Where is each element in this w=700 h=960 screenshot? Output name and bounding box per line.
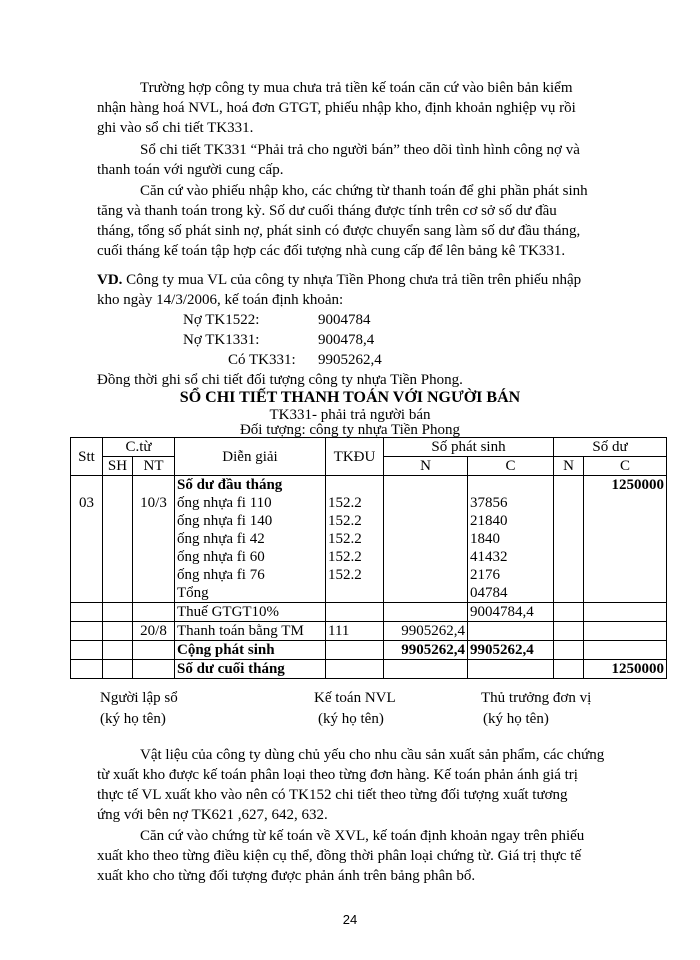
- cell-sh: [103, 566, 133, 584]
- cell-stt: [71, 603, 103, 622]
- signature-role: Kế toán NVL: [314, 690, 396, 706]
- cell-du-no: [554, 622, 584, 641]
- cell-tkdu: 152.2: [326, 566, 384, 584]
- header-so-du: Số dư: [554, 438, 667, 457]
- cell-phat-sinh-no: [384, 603, 468, 622]
- closing-line: từ xuất kho được kế toán phân loại theo từng đơn hàng. Kế toán phản ánh giá trị: [97, 767, 578, 783]
- ledger-table: [70, 437, 667, 679]
- cell-tkdu: 152.2: [326, 494, 384, 512]
- cell-du-co: 1250000: [584, 660, 667, 679]
- header-dc: C: [584, 457, 667, 476]
- cell-description: ống nhựa fi 110: [175, 494, 326, 512]
- entry-amount: 9905262,4: [318, 352, 382, 368]
- cell-description: Tổng: [175, 584, 326, 603]
- cell-nt: 20/8: [133, 622, 175, 641]
- cell-phat-sinh-no: [384, 548, 468, 566]
- cell-sh: [103, 512, 133, 530]
- cell-tkdu: 111: [326, 622, 384, 641]
- cell-stt: [71, 584, 103, 603]
- table-row: [71, 566, 667, 584]
- entry-account: Có TK331:: [228, 352, 296, 368]
- table-row: [71, 530, 667, 548]
- signature-role: Thủ trưởng đơn vị: [481, 690, 592, 706]
- cell-stt: [71, 622, 103, 641]
- cell-du-no: [554, 660, 584, 679]
- signature-sign: (ký họ tên): [100, 711, 166, 727]
- intro-line: cuối tháng kế toán tập hợp các đối tượng nhà cung cấp để lên bảng kê TK331.: [97, 243, 566, 259]
- cell-phat-sinh-co: 2176: [468, 566, 554, 584]
- cell-tkdu: 152.2: [326, 548, 384, 566]
- header-psn: N: [384, 457, 468, 476]
- cell-du-no: [554, 530, 584, 548]
- ledger-object: Đối tượng: công ty nhựa Tiền Phong: [239, 422, 461, 438]
- cell-du-co: [584, 622, 667, 641]
- cell-tkdu: [326, 476, 384, 495]
- cell-sh: [103, 660, 133, 679]
- table-row: [71, 660, 667, 679]
- cell-sh: [103, 494, 133, 512]
- cell-tkdu: [326, 641, 384, 660]
- table-row: [71, 476, 667, 495]
- ledger-subtitle: TK331- phải trả người bán: [269, 407, 431, 423]
- example-line: [97, 270, 581, 290]
- cell-du-co: 1250000: [584, 476, 667, 495]
- cell-phat-sinh-co: 21840: [468, 512, 554, 530]
- cell-sh: [103, 603, 133, 622]
- cell-tkdu: [326, 603, 384, 622]
- cell-du-co: [584, 548, 667, 566]
- example-label: VD.: [97, 272, 123, 288]
- table-row: [71, 584, 667, 603]
- ledger-title: SỔ CHI TIẾT THANH TOÁN VỚI NGƯỜI BÁN: [179, 389, 521, 406]
- table-row: [71, 641, 667, 660]
- intro-line: Trường hợp công ty mua chưa trả tiền kế toán căn cứ vào biên bản kiểm: [140, 80, 573, 96]
- cell-phat-sinh-no: [384, 476, 468, 495]
- cell-phat-sinh-no: 9905262,4: [384, 622, 468, 641]
- closing-line: Vật liệu của công ty dùng chủ yếu cho nhu cầu sản xuất sản phẩm, các chứng: [140, 747, 605, 763]
- cell-sh: [103, 476, 133, 495]
- cell-stt: [71, 641, 103, 660]
- entry-amount: 900478,4: [318, 332, 375, 348]
- header-psc: C: [468, 457, 554, 476]
- entry-account: Nợ TK1331:: [183, 332, 260, 348]
- cell-stt: [71, 476, 103, 495]
- cell-stt: [71, 566, 103, 584]
- cell-du-co: [584, 494, 667, 512]
- closing-line: xuất kho theo từng điều kiện cụ thể, đồng thời phân loại chứng từ. Giá trị thực tế: [97, 848, 582, 864]
- cell-phat-sinh-no: 9905262,4: [384, 641, 468, 660]
- cell-du-no: [554, 603, 584, 622]
- cell-phat-sinh-no: [384, 660, 468, 679]
- closing-line: xuất kho cho từng đối tượng được phản ánh trên bảng phân bổ.: [97, 868, 476, 884]
- cell-du-no: [554, 548, 584, 566]
- cell-description: Số dư đầu tháng: [175, 476, 326, 495]
- cell-phat-sinh-co: [468, 660, 554, 679]
- header-nt: NT: [133, 457, 175, 476]
- cell-stt: 03: [71, 494, 103, 512]
- example-text: Công ty mua VL của công ty nhựa Tiền Phong chưa trả tiền trên phiếu nhập: [126, 272, 582, 288]
- intro-line: tăng và thanh toán trong kỳ. Số dư cuối tháng được tính trên cơ sở số dư đầu: [97, 203, 557, 219]
- cell-nt: [133, 603, 175, 622]
- cell-tkdu: [326, 584, 384, 603]
- intro-line: thanh toán với người cung cấp.: [97, 162, 284, 178]
- cell-phat-sinh-co: 9905262,4: [468, 641, 554, 660]
- cell-phat-sinh-co: 37856: [468, 494, 554, 512]
- cell-du-no: [554, 476, 584, 495]
- cell-tkdu: 152.2: [326, 512, 384, 530]
- cell-description: ống nhựa fi 42: [175, 530, 326, 548]
- cell-stt: [71, 660, 103, 679]
- cell-phat-sinh-no: [384, 566, 468, 584]
- cell-nt: [133, 641, 175, 660]
- cell-du-no: [554, 494, 584, 512]
- intro-line: Căn cứ vào phiếu nhập kho, các chứng từ thanh toán để ghi phần phát sinh: [140, 183, 588, 199]
- header-so-phat-sinh: Số phát sinh: [384, 438, 554, 457]
- page-number: 24: [342, 912, 358, 927]
- cell-description: Cộng phát sinh: [175, 641, 326, 660]
- cell-nt: [133, 584, 175, 603]
- cell-du-co: [584, 512, 667, 530]
- intro-line: ghi vào sổ chi tiết TK331.: [97, 120, 254, 136]
- cell-sh: [103, 530, 133, 548]
- cell-phat-sinh-co: [468, 476, 554, 495]
- intro-line: tháng, tổng số phát sinh nợ, phát sinh có được chuyển sang làm số dư đầu tháng,: [97, 223, 581, 239]
- cell-phat-sinh-no: [384, 584, 468, 603]
- cell-phat-sinh-co: 9004784,4: [468, 603, 554, 622]
- cell-description: ống nhựa fi 76: [175, 566, 326, 584]
- table-row: [71, 548, 667, 566]
- cell-description: ống nhựa fi 60: [175, 548, 326, 566]
- cell-tkdu: [326, 660, 384, 679]
- cell-nt: [133, 530, 175, 548]
- header-stt: Stt: [71, 438, 103, 476]
- header-tkdu: TKĐU: [326, 438, 384, 476]
- cell-nt: [133, 476, 175, 495]
- entry-amount: 9004784: [318, 312, 371, 328]
- cell-du-co: [584, 566, 667, 584]
- entry-account: Nợ TK1522:: [183, 312, 260, 328]
- cell-sh: [103, 641, 133, 660]
- header-ctu: C.từ: [103, 438, 175, 457]
- cell-phat-sinh-co: 1840: [468, 530, 554, 548]
- cell-du-no: [554, 641, 584, 660]
- signature-sign: (ký họ tên): [483, 711, 549, 727]
- header-dien-giai: Diễn giải: [175, 438, 326, 476]
- cell-description: ống nhựa fi 140: [175, 512, 326, 530]
- header-sh: SH: [103, 457, 133, 476]
- header-dn: N: [554, 457, 584, 476]
- cell-nt: [133, 566, 175, 584]
- example-after: Đồng thời ghi sổ chi tiết đối tượng công ty nhựa Tiền Phong.: [97, 372, 463, 388]
- table-row: [71, 603, 667, 622]
- cell-tkdu: 152.2: [326, 530, 384, 548]
- cell-du-no: [554, 584, 584, 603]
- intro-line: Sổ chi tiết TK331 “Phải trả cho người bán” theo dõi tình hình công nợ và: [140, 142, 580, 158]
- table-row: [71, 512, 667, 530]
- cell-phat-sinh-no: [384, 512, 468, 530]
- cell-phat-sinh-co: 04784: [468, 584, 554, 603]
- cell-du-co: [584, 584, 667, 603]
- cell-description: Thuế GTGT10%: [175, 603, 326, 622]
- signature-role: Người lập sổ: [100, 690, 178, 706]
- cell-phat-sinh-no: [384, 494, 468, 512]
- closing-line: Căn cứ vào chứng từ kế toán về XVL, kế toán định khoản ngay trên phiếu: [140, 828, 585, 844]
- cell-stt: [71, 548, 103, 566]
- cell-stt: [71, 512, 103, 530]
- cell-nt: [133, 548, 175, 566]
- cell-phat-sinh-no: [384, 530, 468, 548]
- cell-sh: [103, 584, 133, 603]
- cell-phat-sinh-co: [468, 622, 554, 641]
- table-row: [71, 494, 667, 512]
- table-row: [71, 622, 667, 641]
- cell-description: Số dư cuối tháng: [175, 660, 326, 679]
- closing-line: thực tế VL xuất kho vào nên có TK152 chi tiết theo từng đối tượng xuất tương: [97, 787, 568, 803]
- cell-nt: [133, 512, 175, 530]
- cell-nt: 10/3: [133, 494, 175, 512]
- cell-nt: [133, 660, 175, 679]
- cell-phat-sinh-co: 41432: [468, 548, 554, 566]
- cell-sh: [103, 622, 133, 641]
- cell-du-no: [554, 512, 584, 530]
- cell-du-co: [584, 641, 667, 660]
- intro-line: nhận hàng hoá NVL, hoá đơn GTGT, phiếu nhập kho, định khoản nghiệp vụ rồi: [97, 100, 576, 116]
- cell-du-no: [554, 566, 584, 584]
- cell-sh: [103, 548, 133, 566]
- cell-du-co: [584, 603, 667, 622]
- cell-du-co: [584, 530, 667, 548]
- signature-sign: (ký họ tên): [318, 711, 384, 727]
- closing-line: ứng với bên nợ TK621 ,627, 642, 632.: [97, 807, 328, 823]
- cell-description: Thanh toán bằng TM: [175, 622, 326, 641]
- cell-stt: [71, 530, 103, 548]
- example-line: kho ngày 14/3/2006, kế toán định khoản:: [97, 292, 344, 308]
